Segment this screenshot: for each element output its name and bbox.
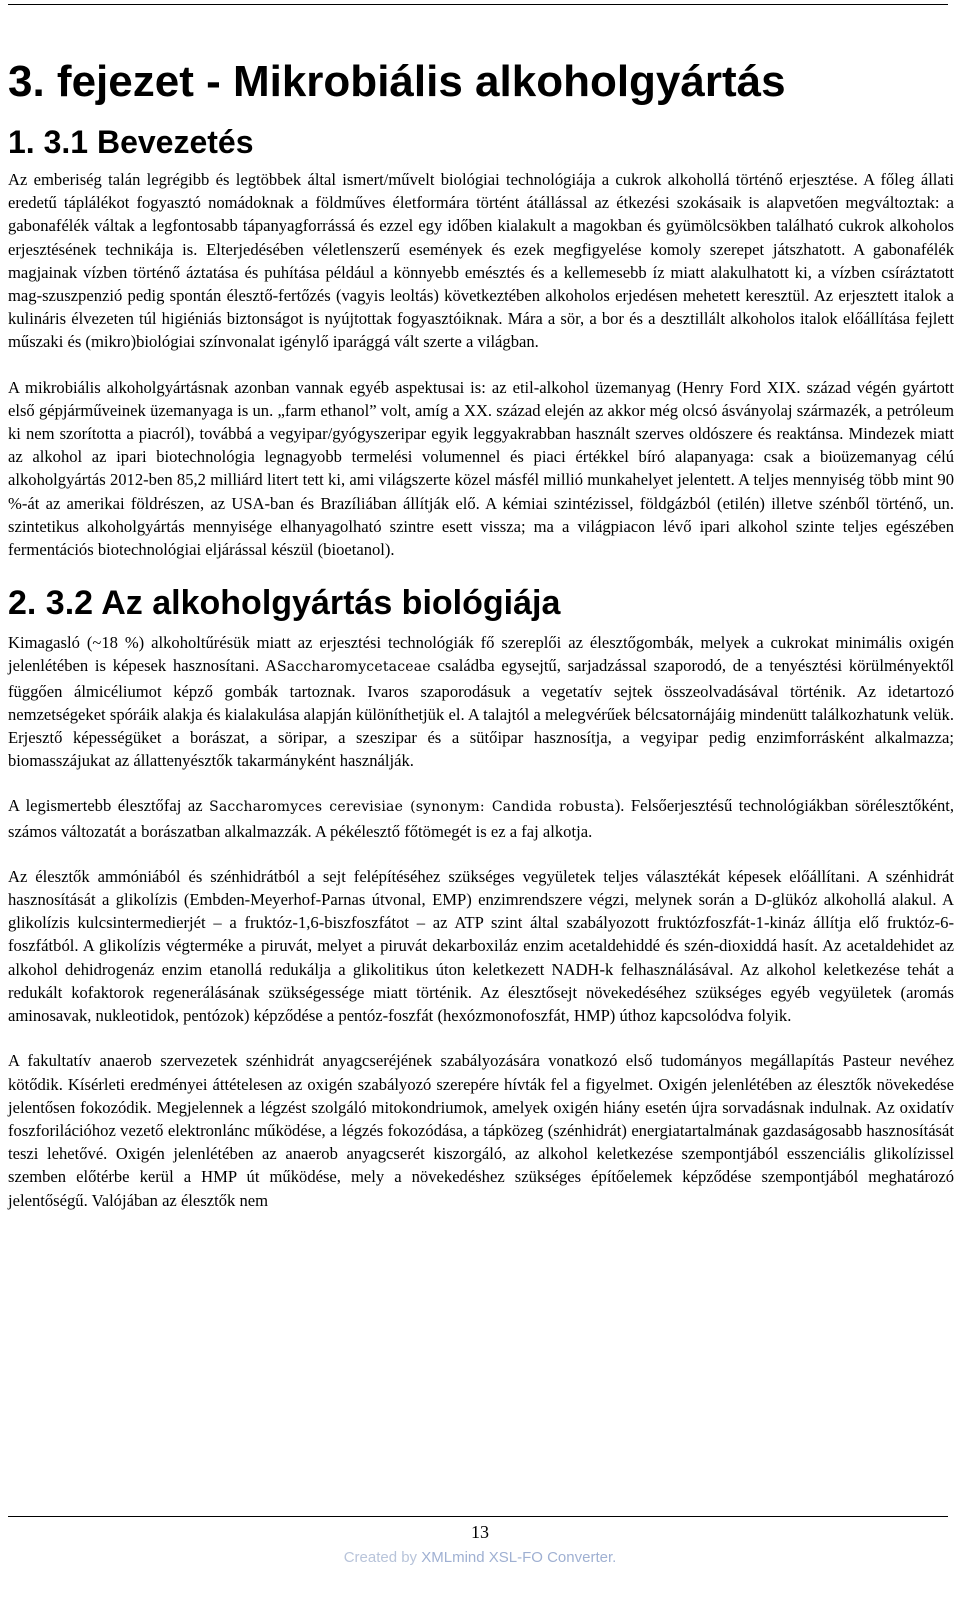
header-rule bbox=[8, 4, 948, 5]
page-content bbox=[8, 40, 954, 1234]
paragraph-yeasts-text-b: családba egysejtű, sarjadzással szaporodó, de a tenyésztési körülményektől függően álmicéliumot képző gombák tartoznak. Ivaros szaporodásuk a vegetatív sejtek összeolvadásával történik. Az idetartozó nemzetségeket spóráik alakja és kialakulása alapján különíthetjük el. A talajtól a melegvérűek bélcsatornájáig mindenütt találkozhatunk velük. Erjesztő képességüket a borászat, a söripar, a szeszipar és a sütőipar hasznosítja, a vegyipar pedig enzimforrásként alkalmazza; biomasszájukat az állattenyésztők takarmányként használják. bbox=[8, 656, 954, 771]
latin-family-name: Saccharomycetaceae bbox=[277, 659, 431, 676]
converter-watermark bbox=[0, 1549, 960, 1566]
latin-species-name: Saccharomyces cerevisiae bbox=[209, 799, 404, 816]
paragraph-yeasts bbox=[8, 631, 954, 772]
section-title-introduction: 1. 3.1 Bevezetés bbox=[8, 124, 254, 160]
chapter-title: 3. fejezet - Mikrobiális alkoholgyártás bbox=[8, 57, 786, 106]
paragraph-history: Az emberiség talán legrégibb és legtöbbek által ismert/művelt biológiai technológiája a cukrok alkohollá történő erjesztése. A főleg állati eredetű táplálékot fogyasztó nomádoknak a földműves életformára történt átállással az étkezési szokásaik is alapvetően megváltoztak: a gabonafélék váltak a legfontosabb tápanyagforrássá és ezzel egy időben kialakult a magokban és gyümölcsökben található cukrok alkoholos erjesztésének technikája is. Elterjedésében véletlenszerű események és ezek megfigyelése komoly szerepet játszhatott. A gabonafélék magjainak vízben történő áztatása és puhítása például a könnyebb emésztés és a kellemesebb íz miatt alakulhatott ki, a vízben csíráztatott mag-szuszpenzió pedig spontán élesztő-fertőzés (vagyis leoltás) következtében alkoholos erjedésen mehetett keresztül. Az erjesztett italok a kulináris élvezeten túl higiéniás biztonságot is nyújtottak fogyasztóiknak. Mára a sör, a bor és a desztillált alkoholos italok előállítása fejlett műszaki és (mikro)biológiai színvonalat igénylő iparággá vált szerte a világban. bbox=[8, 170, 954, 352]
page-number: 13 bbox=[471, 1522, 489, 1542]
paragraph-species bbox=[8, 794, 954, 842]
paragraph-yeasts-text-a: Kimagasló (~18 %) alkoholtűrésük miatt az erjesztési technológiák fő szereplői az élesztőgombák, melyek a cukrokat minimális oxigén jelenlétében is képesek hasznosítani. A bbox=[8, 633, 954, 676]
watermark-brand: XMLmind XSL-FO Converter. bbox=[421, 1549, 617, 1566]
paragraph-industrial-alcohol: A mikrobiális alkoholgyártásnak azonban vannak egyéb aspektusai is: az etil-alkohol üzemanyag (Henry Ford XIX. század végén gyártott első gépjárműveinek üzemanyaga is un. „farm ethanol” volt, amíg a XX. század elején az akkor még olcsó ásványolaj származék, a petróleum ki nem szorította a piacról), továbbá a vegyipar/gyógyszeripar egyik leggyakrabban használt szerves oldószere és reaktánsa. Mindezek miatt az alkohol az ipari biotechnológia legnagyobb termelési volumennel és piaci értékkel bíró alapanyaga: csak a bioüzemanyag célú alkoholgyártás 2012-ben 85,2 milliárd litert tett ki, ami világszerte közel másfél millió munkahelyet jelentett. A teljes mennyiség több mint 90 %-át az amerikai földrészen, az USA-ban és Brazíliában állítják elő. A kémiai szintézissel, földgázból (etilén) illetve szénből történő, un. szintetikus alkoholgyártás mennyisége elhanyagolható szintre esett vissza; ma a világpiacon lévő ipari alkohol szinte teljes egészében fermentációs biotechnológiai eljárással készül (bioetanol). bbox=[8, 377, 954, 560]
watermark-prefix: Created by bbox=[343, 1549, 422, 1566]
section-title-biology: 2. 3.2 Az alkoholgyártás biológiája bbox=[8, 584, 561, 623]
latin-synonym-name: Candida robusta bbox=[491, 799, 615, 816]
paragraph-species-synonym-label: (synonym: bbox=[403, 799, 492, 816]
footer-rule bbox=[8, 1516, 948, 1517]
paragraph-metabolism: Az élesztők ammóniából és szénhidrátból a sejt felépítéséhez szükséges vegyületek teljes választékát képesek előállítani. A szénhidrát hasznosítását a glikolízis (Embden-Meyerhof-Parnas útvonal, EMP) enzimrendszere végzi, melynek során a D-glükóz alkohollá alakul. A glikolízis kulcsintermedierjét – a fruktóz-1,6-biszfoszfátot – az ATP szint által szabályozott fruktózfoszfát-1-kináz állítja elő fruktóz-6-foszfátból. A glikolízis végterméke a piruvát, melyet a piruvát dekarboxiláz enzim acetaldehiddé és szén-dioxiddá hasít. Az acetaldehidet az alkohol dehidrogenáz enzim etanollá redukálja a glikolitikus úton keletkezett NADH-k felhasználásával. Az alkohol keletkezése tehát a redukált kofaktorok regenerálásának szükségessége miatt történik. Az élesztősejt növekedéséhez szükséges egyéb vegyületek (aromás aminosavak, nukleotidok, pentózok) képződése a pentóz-foszfát (hexózmonofoszfát, HMP) úthoz kapcsolódva folyik. bbox=[8, 866, 954, 1026]
paragraph-species-text-b: ). Felsőerjesztésű technológiákban sörélesztőként, számos változatát a borászatban alkalmazzák. A pékélesztő főtömegét is ez a faj alkotja. bbox=[8, 796, 955, 841]
paragraph-pasteur: A fakultatív anaerob szervezetek szénhidrát anyagcseréjének szabályozására vonatkozó első tudományos megállapítás Pasteur nevéhez kötődik. Kísérleti eredményei áttételesen az oxigén szabályozó szerepére hívták fel a figyelmet. Oxigén jelenlétében az élesztők növekedése jelentősen fokozódik. Megjelennek a légzést szolgáló mitokondriumok, amelyek oxigén hiány esetén újra sorvadásnak indulnak. Az oxidatív foszforilációhoz vezető elektronlánc működése, a légzés fokozódása, a tápközeg (szénhidrát) energiatartalmának gazdaságosabb hasznosítását teszi lehetővé. Oxigén jelenlétében az anaerob anyagcserét kiszorgáló, az alkohol keletkezése szempontjából esszenciális glikolízissel szemben előtérbe kerül a HMP út működése, mely a növekedéshez szükséges építőelemek képződése szempontjából meghatározó jelentőségű. Valójában az élesztők nem bbox=[8, 1051, 954, 1210]
paragraph-species-text-a: A legismertebb élesztőfaj az bbox=[8, 796, 210, 816]
